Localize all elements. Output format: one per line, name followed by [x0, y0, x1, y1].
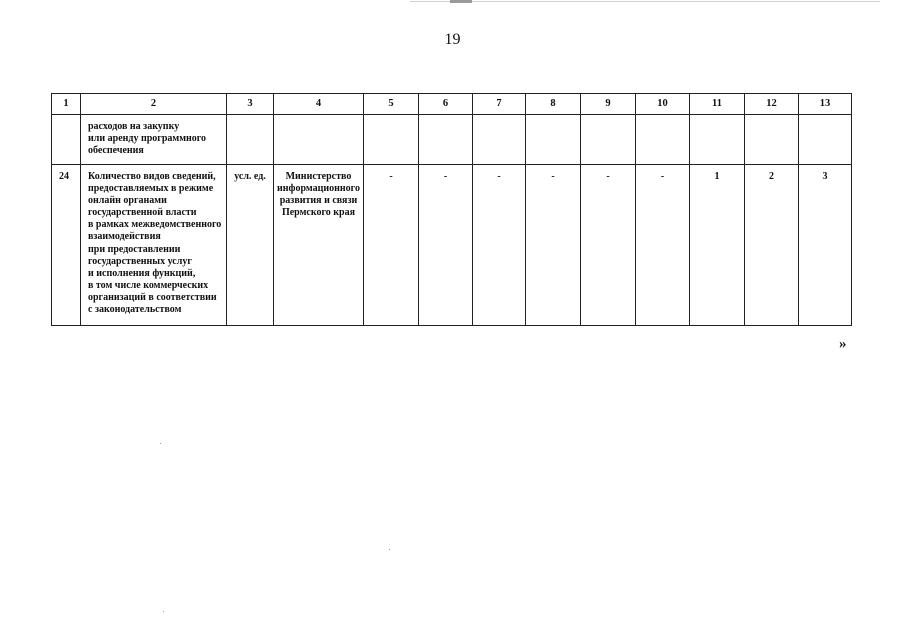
row-value-col-11: 1 [714, 171, 720, 182]
header-col-7: 7 [473, 94, 526, 115]
table-cell-value [364, 165, 419, 326]
header-col-13: 13 [799, 94, 852, 115]
table-cell [364, 115, 419, 165]
row-value-col-10: - [660, 171, 665, 182]
table-cell-value [799, 165, 852, 326]
table-cell [799, 115, 852, 165]
table-row [52, 165, 852, 326]
header-col-6: 6 [419, 94, 473, 115]
table-cell [52, 115, 81, 165]
table-header-row [52, 94, 852, 115]
table-cell-value [636, 165, 690, 326]
scan-speck [160, 443, 161, 444]
table-row-continuation [52, 115, 852, 165]
row-value-col-6: - [443, 171, 448, 182]
table-cell [581, 115, 636, 165]
row-value-col-7: - [497, 171, 501, 182]
table-cell-responsible [274, 165, 364, 326]
table-cell-number [52, 165, 81, 326]
row-value-col-12: 2 [769, 171, 774, 182]
table-cell-value [473, 165, 526, 326]
table-cell [274, 115, 364, 165]
header-col-3: 3 [227, 94, 274, 115]
header-col-1: 1 [52, 94, 81, 115]
table-cell-description [81, 165, 227, 326]
scan-speck [163, 611, 164, 612]
table-cell-value [419, 165, 473, 326]
table-cell-value [581, 165, 636, 326]
continuation-description: расходов на закупку или аренду программного обеспечения [88, 121, 207, 157]
scan-speck [389, 549, 390, 550]
table-cell [419, 115, 473, 165]
header-col-11: 11 [690, 94, 745, 115]
table-cell [690, 115, 745, 165]
top-scan-mark [450, 0, 472, 3]
row-responsible: Министерство информационного развития и связи Пермского края [277, 171, 360, 219]
table-cell-value [526, 165, 581, 326]
closing-quote-mark: » [839, 336, 847, 352]
row-description: Количество видов сведений, предоставляемых в режиме онлайн органами государственной власти в рамках межведомственного взаимодействия при предоставлении государственных услуг и исполнения функций, в том числе коммерческих организаций в соответствии с законодательством [88, 171, 222, 316]
table-cell [745, 115, 799, 165]
header-col-12: 12 [745, 94, 799, 115]
header-col-8: 8 [526, 94, 581, 115]
row-value-col-5: - [389, 171, 393, 182]
table-cell-unit [227, 165, 274, 326]
table-cell-value [745, 165, 799, 326]
table-cell [227, 115, 274, 165]
header-col-5: 5 [364, 94, 419, 115]
top-scan-rule [410, 1, 880, 2]
page-number: 19 [444, 31, 461, 48]
table-cell-value [690, 165, 745, 326]
row-value-col-8: - [551, 171, 555, 182]
header-col-4: 4 [274, 94, 364, 115]
table-cell-description [81, 115, 227, 165]
indicators-table [51, 93, 852, 326]
table-cell [636, 115, 690, 165]
row-value-col-13: 3 [822, 171, 828, 182]
row-number: 24 [59, 171, 69, 182]
row-value-col-9: - [606, 171, 610, 182]
table-cell [473, 115, 526, 165]
header-col-9: 9 [581, 94, 636, 115]
row-unit: усл. ед. [234, 171, 266, 182]
header-col-2: 2 [81, 94, 227, 115]
table-cell [526, 115, 581, 165]
header-col-10: 10 [636, 94, 690, 115]
